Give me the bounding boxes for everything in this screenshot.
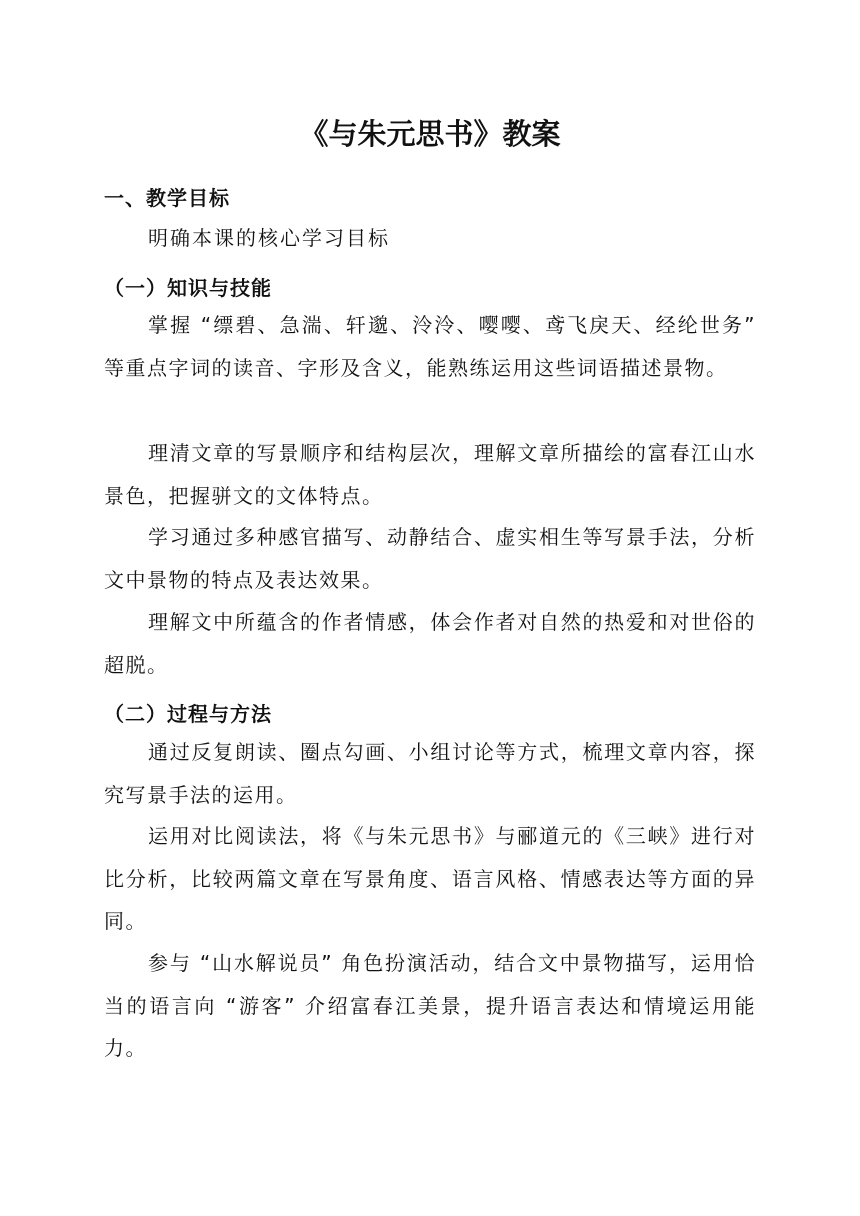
paragraph: 掌握 “缥碧、急湍、轩邈、泠泠、嘤嘤、鸢飞戾天、经纶世务” 等重点字词的读音、字形及含义，能熟练运用这些词语描述景物。	[104, 313, 756, 380]
paragraph: 理解文中所蕴含的作者情感，体会作者对自然的热爱和对世俗的超脱。	[104, 610, 756, 677]
section-intro: 明确本课的核心学习目标	[148, 226, 390, 250]
document-title: 《与朱元思书》教案	[299, 117, 561, 151]
subsection-heading-process-methods: （二）过程与方法	[104, 702, 272, 726]
paragraph: 理清文章的写景顺序和结构层次，理解文章所描绘的富春江山水景色，把握骈文的文体特点。	[104, 441, 756, 508]
subsection-heading-knowledge-skills: （一）知识与技能	[104, 276, 272, 300]
paragraph: 学习通过多种感官描写、动静结合、虚实相生等写景手法，分析文中景物的特点及表达效果。	[104, 525, 756, 592]
paragraph: 通过反复朗读、圈点勾画、小组讨论等方式，梳理文章内容，探究写景手法的运用。	[104, 740, 756, 807]
paragraph: 参与 “山水解说员” 角色扮演活动，结合文中景物描写，运用恰当的语言向 “游客” 介绍富春江美景，提升语言表达和情境运用能力。	[104, 951, 756, 1060]
section-heading-teaching-goals: 一、教学目标	[104, 186, 230, 210]
paragraph: 运用对比阅读法，将《与朱元思书》与郦道元的《三峡》进行对比分析，比较两篇文章在写景角度、语言风格、情感表达等方面的异同。	[104, 824, 756, 933]
